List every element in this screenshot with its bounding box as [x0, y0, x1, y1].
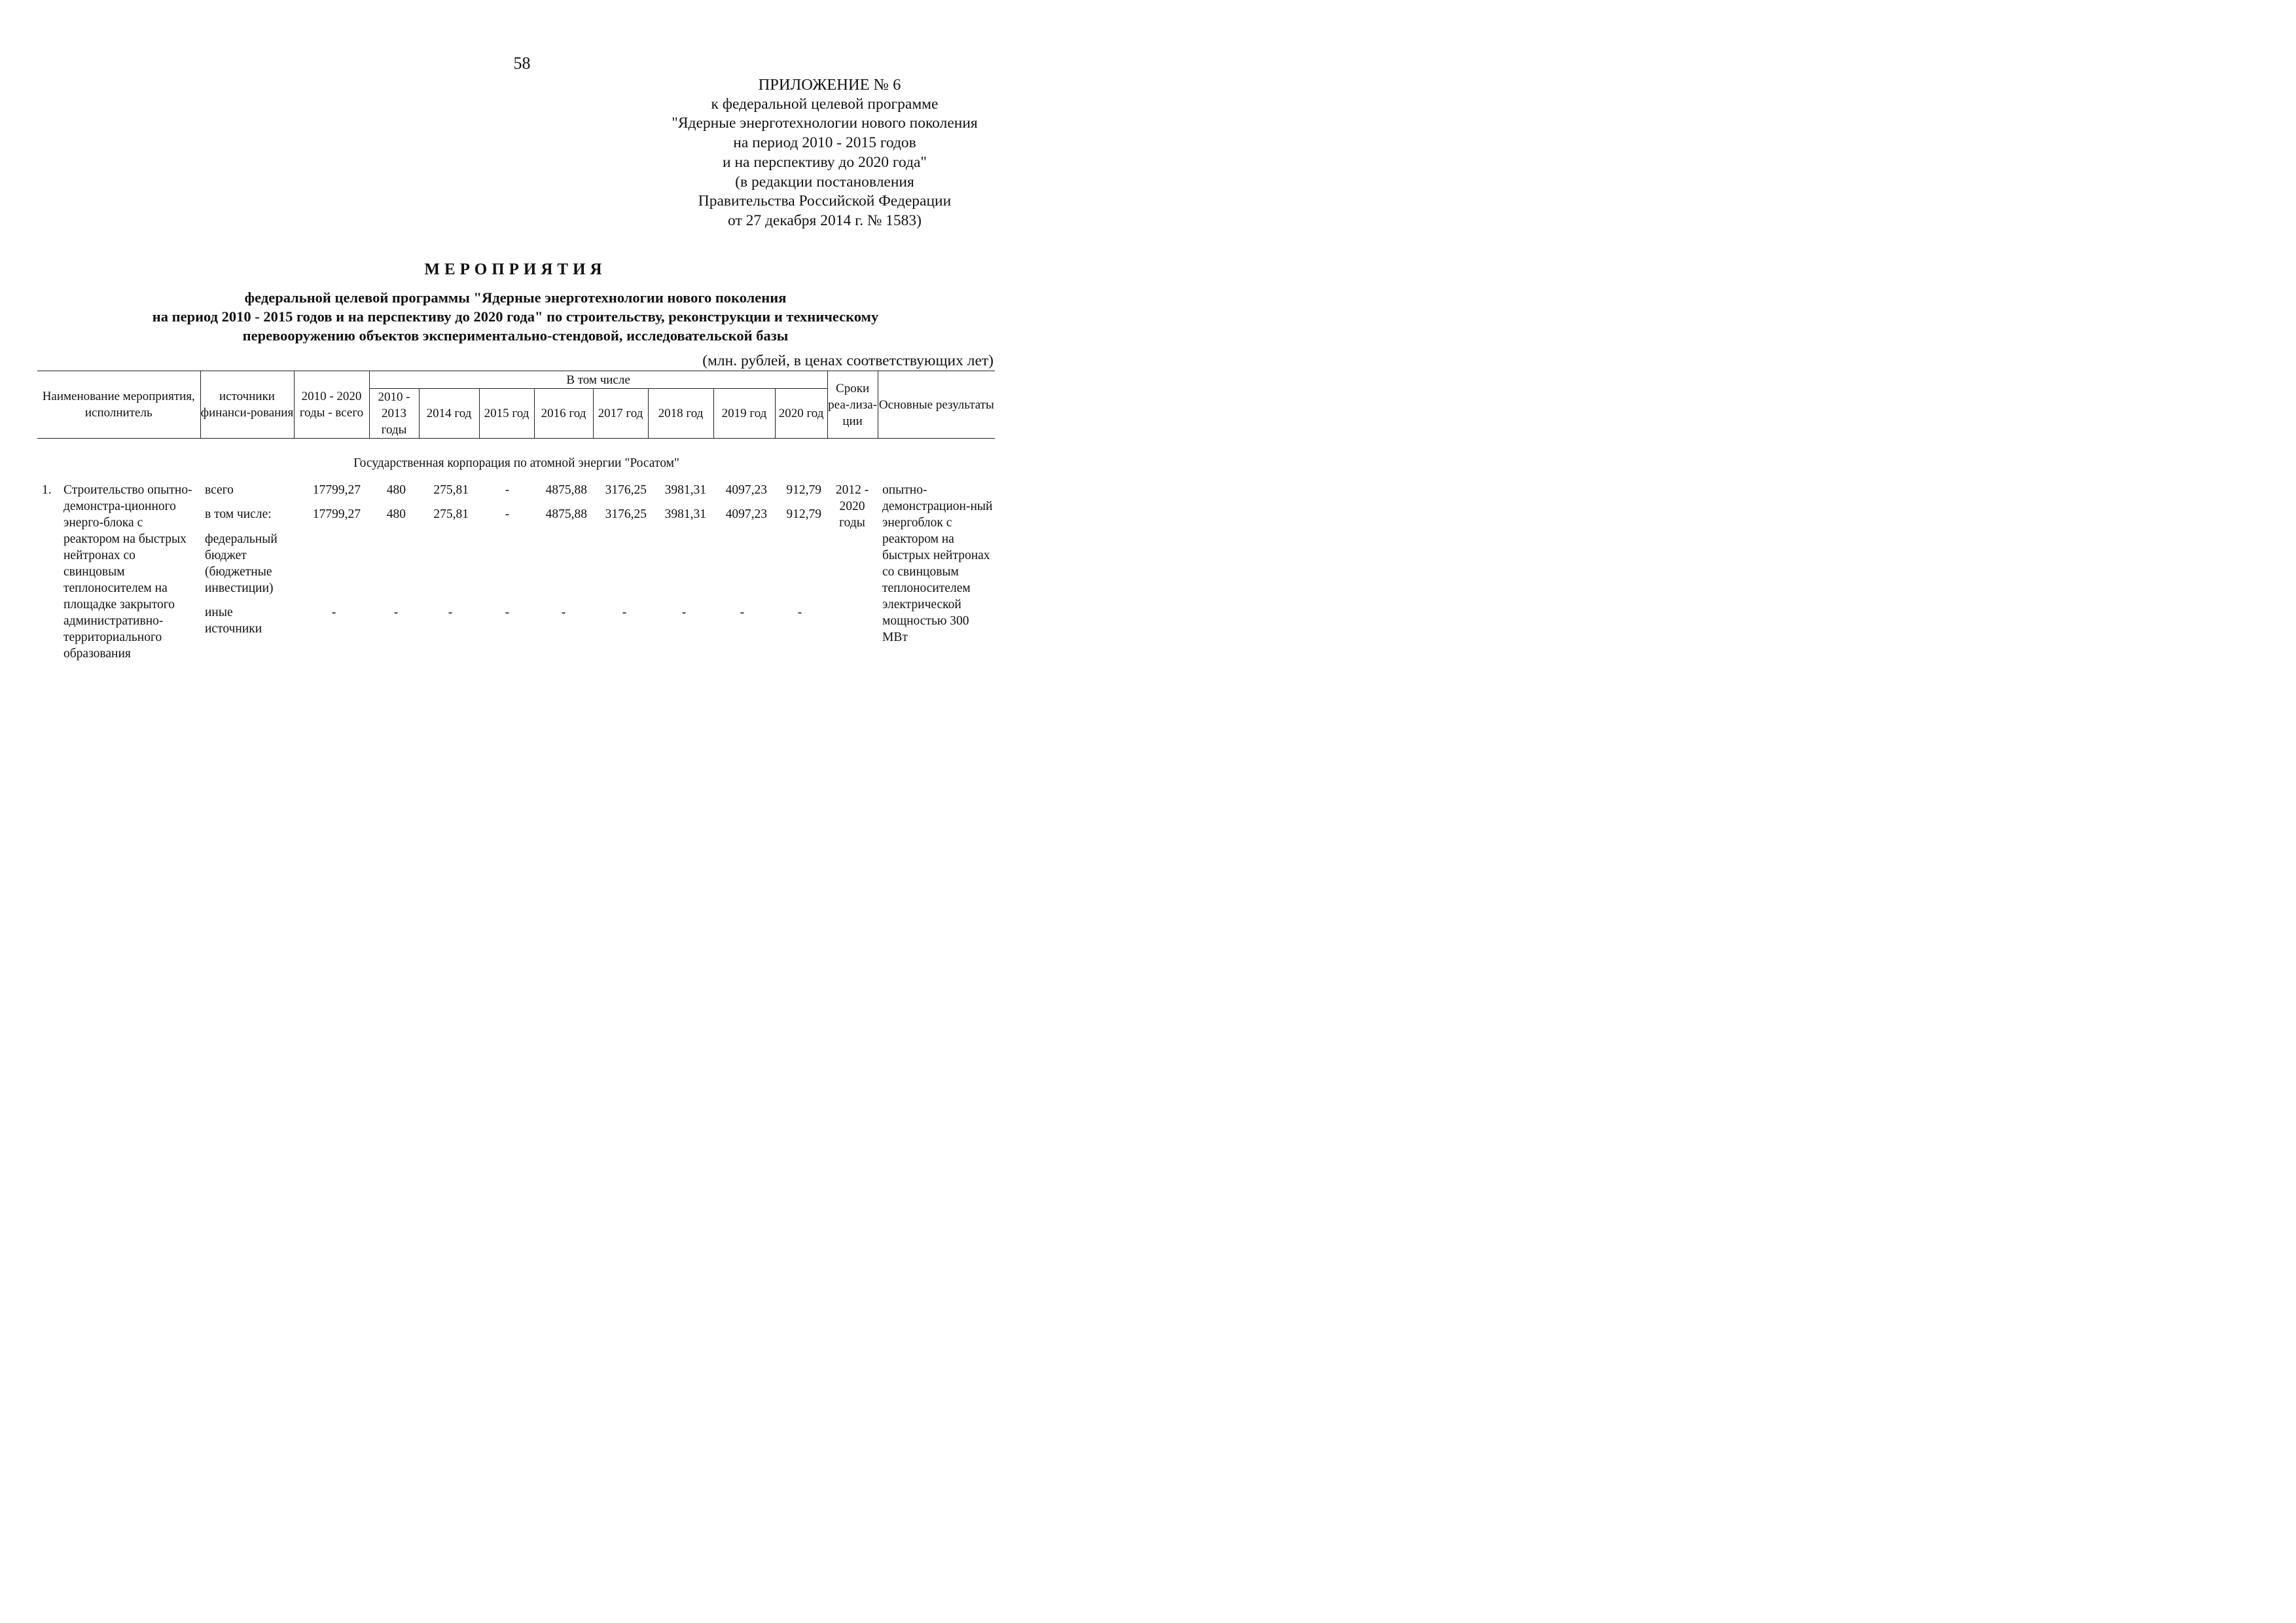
col-header-year: 2019 год [713, 389, 775, 439]
col-header-year: 2017 год [593, 389, 648, 439]
value-cell: 3176,25 [605, 483, 647, 497]
implementation-terms: 2012 - 2020 годы [835, 483, 869, 530]
col-header-year: 2016 год [534, 389, 593, 439]
value-cell: - [622, 606, 627, 619]
col-header-year: 2015 год [479, 389, 534, 439]
subtitle-line: на период 2010 - 2015 годов и на перспективу до 2020 года" по строительству, реконструкции и техническому [152, 308, 879, 325]
value-cell: 275,81 [433, 507, 469, 521]
col-header-including: В том числе [369, 371, 827, 389]
value-cell: 3176,25 [605, 507, 647, 521]
col-header-source: источники финанси-рования [200, 371, 294, 439]
value-total: - [331, 606, 336, 619]
value-cell: - [681, 606, 687, 619]
col-header-year: 2014 год [419, 389, 479, 439]
col-header-terms: Сроки реа-лиза-ции [827, 371, 878, 439]
main-results: опытно-демонстрацион-ный энергоблок с реактором на быстрых нейтронах со свинцовым теплоносителем электрической мощностью 300 МВт [882, 483, 993, 644]
value-cell: 912,79 [786, 507, 821, 521]
document-subtitle [0, 288, 1031, 345]
value-cell: 3981,31 [664, 507, 706, 521]
value-cell: - [740, 606, 745, 619]
appendix-line: и на перспективу до 2020 года" [723, 153, 927, 171]
value-cell: - [505, 507, 510, 521]
value-cell: - [505, 606, 510, 619]
subtitle-line: перевооружению объектов экспериментально-стендовой, исследовательской базы [242, 327, 789, 344]
col-header-results: Основные результаты [878, 371, 995, 439]
value-total: 17799,27 [312, 483, 361, 497]
source-label: иные источники [205, 606, 262, 636]
appendix-line: на период 2010 - 2015 годов [733, 134, 916, 152]
col-header-year: 2010 - 2013 годы [369, 389, 419, 439]
col-header-total: 2010 - 2020 годы - всего [294, 371, 369, 439]
source-label: федеральный бюджет (бюджетные инвестиции) [205, 532, 278, 595]
value-cell: - [393, 606, 399, 619]
appendix-block [648, 75, 1001, 231]
value-cell: 912,79 [786, 483, 821, 497]
table-header [37, 371, 995, 439]
col-header-year: 2018 год [648, 389, 713, 439]
value-cell: 480 [386, 507, 406, 521]
value-cell: - [561, 606, 566, 619]
appendix-line: ПРИЛОЖЕНИЕ № 6 [758, 76, 901, 94]
source-label: в том числе: [205, 507, 272, 521]
measure-name: Строительство опытно-демонстра-ционного энерго-блока с реактором на быстрых нейтронах со свинцовым теплоносителем на площадке закрытого административно-территориального образования [63, 483, 192, 661]
value-cell: 4097,23 [725, 507, 767, 521]
appendix-line: "Ядерные энерготехнологии нового поколения [672, 115, 978, 132]
page-number: 58 [513, 54, 531, 73]
value-cell: - [448, 606, 453, 619]
value-cell: 4875,88 [545, 507, 587, 521]
appendix-line: (в редакции постановления [735, 173, 914, 191]
value-total: 17799,27 [312, 507, 361, 521]
value-cell: 275,81 [433, 483, 469, 497]
value-cell: 4097,23 [725, 483, 767, 497]
units-note: (млн. рублей, в ценах соответствующих лет) [702, 352, 994, 369]
subtitle-line: федеральной целевой программы "Ядерные энерготехнологии нового поколения [244, 289, 787, 306]
appendix-line: Правительства Российской Федерации [698, 192, 952, 210]
col-header-name: Наименование мероприятия, исполнитель [37, 371, 200, 439]
value-cell: 480 [386, 483, 406, 497]
col-header-year: 2020 год [775, 389, 827, 439]
row-number: 1. [42, 483, 52, 497]
org-heading: Государственная корпорация по атомной энергии "Росатом" [353, 456, 679, 470]
document-title: МЕРОПРИЯТИЯ [424, 261, 607, 278]
value-cell: - [797, 606, 802, 619]
value-cell: - [505, 483, 510, 497]
appendix-line: к федеральной целевой программе [711, 95, 939, 113]
appendix-line: от 27 декабря 2014 г. № 1583) [728, 211, 922, 229]
source-label: всего [205, 483, 234, 497]
value-cell: 4875,88 [545, 483, 587, 497]
value-cell: 3981,31 [664, 483, 706, 497]
